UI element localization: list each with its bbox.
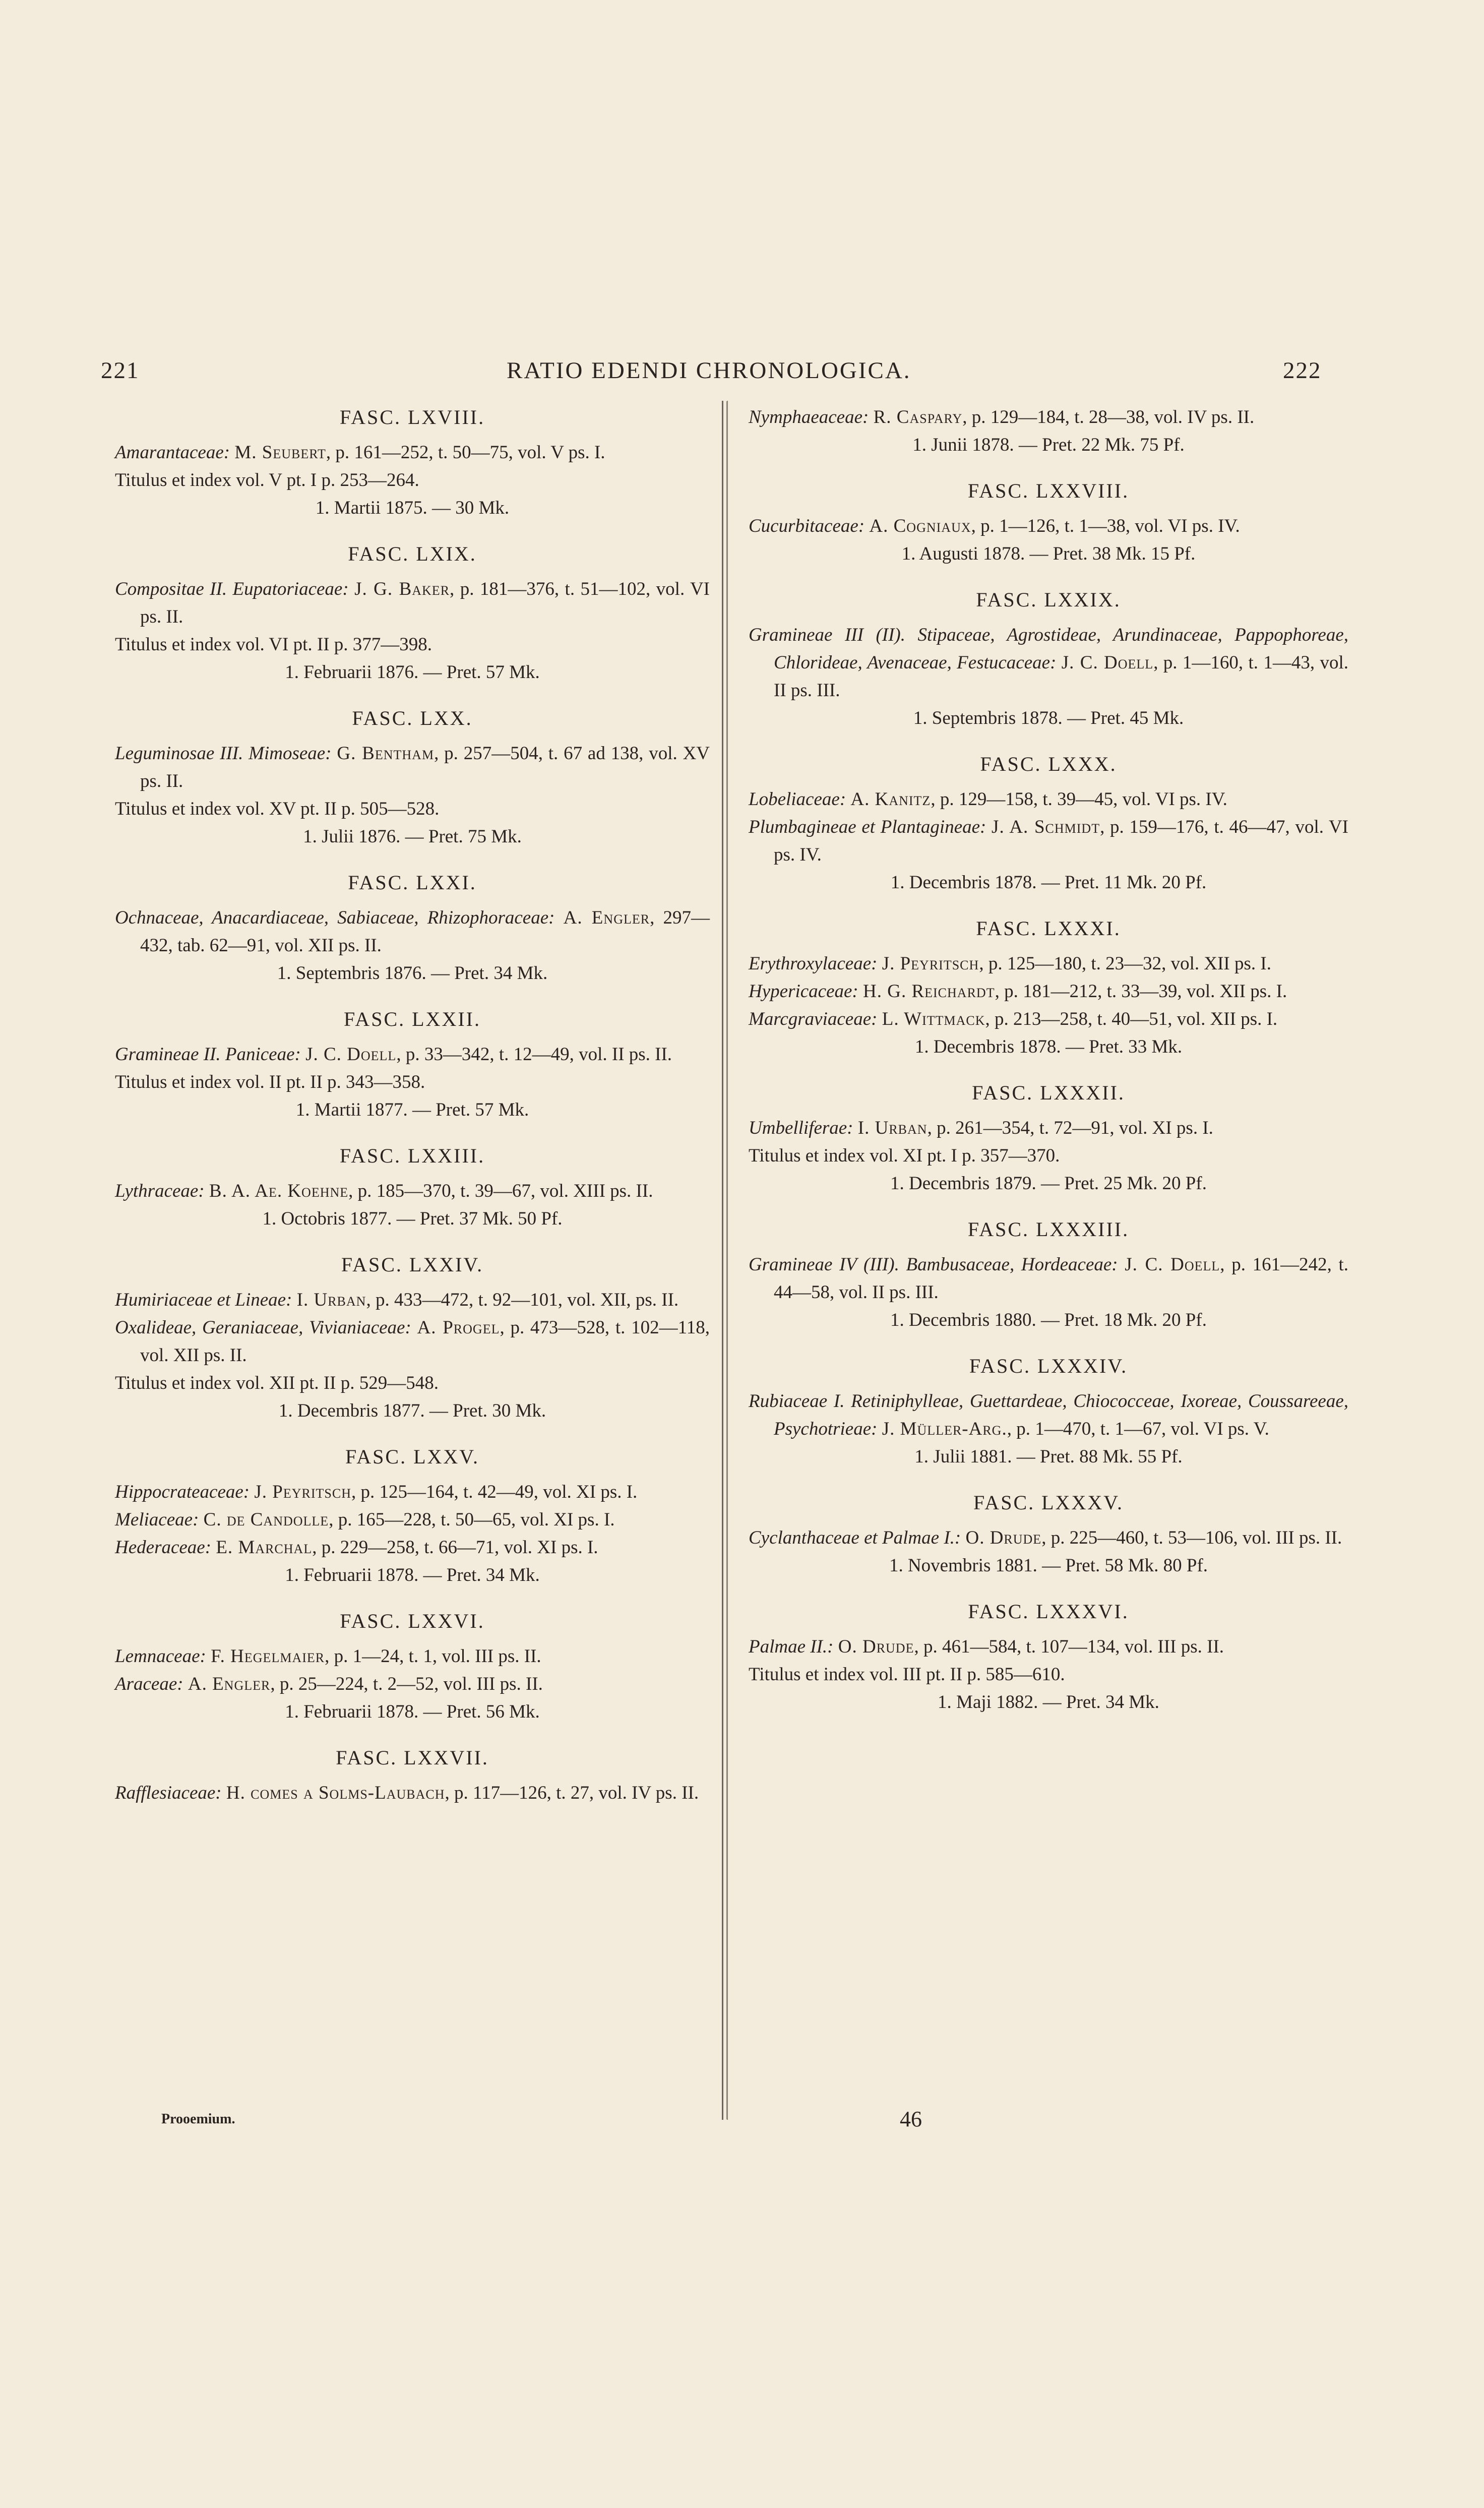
column-divider	[722, 401, 723, 2120]
family-name: Oxalideae, Geraniaceae, Vivianiaceae:	[115, 1317, 411, 1338]
author-name: I. Urban	[296, 1290, 366, 1310]
date-price-line: 1. Decembris 1877. — Pret. 30 Mk.	[278, 1400, 546, 1421]
catalog-entry	[115, 740, 710, 795]
family-name: Compositae II. Eupatoriaceae:	[115, 579, 349, 599]
author-name: L. Wittmack	[882, 1009, 985, 1029]
family-name: Hederaceae:	[115, 1537, 212, 1558]
entry-details: , p. 185—370, t. 39—67, vol. XIII ps. II.	[348, 1181, 653, 1201]
author-name: E. Marchal	[216, 1537, 313, 1558]
catalog-entry	[115, 1177, 710, 1205]
column-divider-inner	[727, 401, 728, 2120]
entry-details: , p. 161—242, t. 44—58, vol. II ps. III.	[774, 1254, 1348, 1303]
catalog-entry	[115, 1670, 710, 1698]
right-column	[749, 403, 1348, 1734]
date-price-line: 1. Septembris 1876. — Pret. 34 Mk.	[277, 963, 548, 984]
entry-details: , p. 473—528, t. 102—118, vol. XII ps. II.	[140, 1317, 710, 1366]
catalog-entry	[749, 621, 1348, 704]
date-price-line: 1. Septembris 1878. — Pret. 45 Mk.	[913, 708, 1184, 728]
family-name: Gramineae IV (III). Bambusaceae, Hordeaceae:	[749, 1254, 1118, 1275]
footer-prooemium: Prooemium.	[161, 2111, 235, 2127]
fascicle-heading: FASC. LXXXIII.	[967, 1218, 1130, 1241]
fascicle-heading: FASC. LXX.	[352, 707, 473, 729]
family-name: Amarantaceae:	[115, 442, 230, 463]
catalog-entry	[115, 904, 710, 959]
title-index-line: Titulus et index vol. III pt. II p. 585—610.	[749, 1664, 1065, 1685]
fascicle-section	[749, 750, 1348, 896]
signature-mark: 46	[900, 2107, 922, 2131]
catalog-entry	[749, 1387, 1348, 1443]
catalog-entry	[115, 575, 710, 631]
fascicle-heading: FASC. LXXXII.	[972, 1081, 1125, 1104]
author-name: J. C. Doell	[305, 1044, 397, 1065]
fascicle-section	[115, 1005, 710, 1124]
date-price-line: 1. Martii 1875. — 30 Mk.	[315, 498, 510, 518]
fascicle-heading: FASC. LXIX.	[348, 542, 477, 565]
fascicle-heading: FASC. LXXVIII.	[967, 479, 1130, 502]
fascicle-section	[115, 1607, 710, 1726]
fascicle-heading: FASC. LXXVII.	[336, 1746, 489, 1769]
catalog-entry	[749, 950, 1348, 977]
fascicle-heading: FASC. LXXXIV.	[969, 1355, 1128, 1377]
fascicle-section	[749, 403, 1348, 459]
fascicle-section	[115, 869, 710, 987]
catalog-entry	[749, 1005, 1348, 1033]
date-price-line: 1. Februarii 1878. — Pret. 56 Mk.	[285, 1701, 540, 1722]
entry-details: , p. 461—584, t. 107—134, vol. III ps. II.	[914, 1636, 1224, 1657]
date-price-line: 1. Decembris 1879. — Pret. 25 Mk. 20 Pf.	[890, 1173, 1207, 1194]
catalog-entry	[749, 1114, 1348, 1142]
catalog-entry	[749, 1251, 1348, 1306]
catalog-entry	[749, 1633, 1348, 1661]
family-name: Palmae II.:	[749, 1636, 834, 1657]
title-index-line: Titulus et index vol. VI pt. II p. 377—398.	[115, 634, 432, 655]
fascicle-section	[749, 1598, 1348, 1716]
catalog-entry	[115, 1642, 710, 1670]
date-price-line: 1. Novembris 1881. — Pret. 58 Mk. 80 Pf.	[889, 1555, 1208, 1576]
fascicle-heading: FASC. LXXIX.	[976, 588, 1121, 611]
family-name: Lemnaceae:	[115, 1646, 206, 1667]
fascicle-heading: FASC. LXXXVI.	[968, 1600, 1129, 1623]
entry-details: , p. 181—376, t. 51—102, vol. VI ps. II.	[140, 579, 710, 627]
family-name: Hypericaceae:	[749, 981, 858, 1002]
entry-details: , p. 213—258, t. 40—51, vol. XII ps. I.	[985, 1009, 1278, 1029]
family-name: Lythraceae:	[115, 1181, 205, 1201]
fascicle-heading: FASC. LXXIII.	[339, 1144, 485, 1167]
catalog-entry	[115, 1314, 710, 1369]
date-price-line: 1. Decembris 1878. — Pret. 11 Mk. 20 Pf.	[890, 872, 1207, 893]
fascicle-section	[115, 1251, 710, 1425]
author-name: A. Kanitz	[850, 789, 931, 810]
fascicle-heading: FASC. LXXVI.	[340, 1610, 485, 1632]
title-index-line: Titulus et index vol. V pt. I p. 253—264.	[115, 470, 419, 491]
fascicle-section	[749, 914, 1348, 1061]
date-price-line: 1. Junii 1878. — Pret. 22 Mk. 75 Pf.	[912, 435, 1185, 455]
family-name: Plumbagineae et Plantagineae:	[749, 817, 986, 837]
family-name: Ochnaceae, Anacardiaceae, Sabiaceae, Rhizophoraceae:	[115, 907, 555, 928]
family-name: Umbelliferae:	[749, 1118, 853, 1138]
catalog-entry	[115, 1779, 710, 1807]
catalog-entry	[115, 1506, 710, 1534]
entry-details: , p. 1—470, t. 1—67, vol. VI ps. V.	[1007, 1419, 1269, 1439]
fascicle-heading: FASC. LXXII.	[344, 1008, 481, 1030]
title-index-line: Titulus et index vol. XII pt. II p. 529—548.	[115, 1373, 439, 1393]
author-name: A. Engler	[188, 1674, 271, 1694]
author-name: J. C. Doell	[1061, 652, 1154, 673]
fascicle-heading: FASC. LXXXV.	[973, 1491, 1124, 1514]
author-name: G. Bentham	[337, 743, 435, 764]
author-name: J. C. Doell	[1125, 1254, 1220, 1275]
date-price-line: 1. Octobris 1877. — Pret. 37 Mk. 50 Pf.	[262, 1208, 563, 1229]
author-name: A. Progel	[417, 1317, 500, 1338]
catalog-entry	[115, 1478, 710, 1506]
entry-details: , p. 129—184, t. 28—38, vol. IV ps. II.	[962, 407, 1255, 427]
author-name: C. de Candolle	[203, 1509, 329, 1530]
author-name: A. Engler	[563, 907, 650, 928]
date-price-line: 1. Martii 1877. — Pret. 57 Mk.	[295, 1099, 529, 1120]
author-name: A. Cogniaux	[869, 516, 971, 536]
author-name: I. Urban	[857, 1118, 928, 1138]
entry-details: , p. 161—252, t. 50—75, vol. V ps. I.	[326, 442, 605, 463]
family-name: Rafflesiaceae:	[115, 1783, 222, 1803]
entry-details: , p. 159—176, t. 46—47, vol. VI ps. IV.	[774, 817, 1349, 865]
entry-details: , p. 181—212, t. 33—39, vol. XII ps. I.	[995, 981, 1287, 1002]
family-name: Hippocrateaceae:	[115, 1482, 250, 1502]
catalog-entry	[115, 1286, 710, 1314]
date-price-line: 1. Maji 1882. — Pret. 34 Mk.	[938, 1692, 1159, 1712]
fascicle-section	[115, 403, 710, 522]
entry-details: , p. 33—342, t. 12—49, vol. II ps. II.	[396, 1044, 672, 1065]
title-index-line: Titulus et index vol. XI pt. I p. 357—370.	[749, 1145, 1060, 1166]
family-name: Gramineae II. Paniceae:	[115, 1044, 301, 1065]
author-name: H. G. Reichardt	[863, 981, 995, 1002]
catalog-entry	[115, 1534, 710, 1561]
author-name: J. Peyritsch	[882, 953, 979, 974]
catalog-entry	[749, 403, 1348, 431]
author-name: M. Seubert	[234, 442, 326, 463]
family-name: Humiriaceae et Lineae:	[115, 1290, 292, 1310]
entry-details: , p. 261—354, t. 72—91, vol. XI ps. I.	[927, 1118, 1213, 1138]
catalog-entry	[115, 439, 710, 466]
family-name: Cyclanthaceae et Palmae I.:	[749, 1527, 961, 1548]
fascicle-heading: FASC. LXXXI.	[976, 917, 1121, 940]
family-name: Araceae:	[115, 1674, 183, 1694]
running-head: RATIO EDENDI CHRONOLOGICA.	[507, 357, 911, 384]
catalog-entry	[749, 977, 1348, 1005]
entry-details: , 297—432, tab. 62—91, vol. XII ps. II.	[140, 907, 710, 956]
catalog-entry	[749, 785, 1348, 813]
fascicle-section	[749, 477, 1348, 568]
entry-details: , p. 1—24, t. 1, vol. III ps. II.	[325, 1646, 541, 1667]
family-name: Meliaceae:	[115, 1509, 199, 1530]
fascicle-section	[749, 1352, 1348, 1471]
fascicle-section	[115, 1744, 710, 1807]
date-price-line: 1. Julii 1881. — Pret. 88 Mk. 55 Pf.	[914, 1446, 1183, 1467]
title-index-line: Titulus et index vol. II pt. II p. 343—358.	[115, 1072, 425, 1092]
author-name: R. Caspary	[873, 407, 963, 427]
author-name: O. Drude	[965, 1527, 1042, 1548]
date-price-line: 1. Februarii 1876. — Pret. 57 Mk.	[285, 662, 540, 683]
fascicle-section	[115, 540, 710, 686]
family-name: Nymphaeaceae:	[749, 407, 869, 427]
entry-details: , p. 125—164, t. 42—49, vol. XI ps. I.	[351, 1482, 638, 1502]
entry-details: , p. 25—224, t. 2—52, vol. III ps. II.	[270, 1674, 543, 1694]
date-price-line: 1. Julii 1876. — Pret. 75 Mk.	[303, 826, 522, 847]
fascicle-heading: FASC. LXXV.	[345, 1445, 480, 1468]
entry-details: , p. 165—228, t. 50—65, vol. XI ps. I.	[329, 1509, 615, 1530]
date-price-line: 1. Februarii 1878. — Pret. 34 Mk.	[285, 1565, 540, 1585]
page-number-left: 221	[101, 357, 140, 384]
title-index-line: Titulus et index vol. XV pt. II p. 505—528.	[115, 799, 440, 819]
catalog-entry	[749, 813, 1348, 869]
fascicle-section	[115, 1142, 710, 1233]
fascicle-section	[749, 1489, 1348, 1579]
family-name: Cucurbitaceae:	[749, 516, 865, 536]
entry-details: , p. 229—258, t. 66—71, vol. XI ps. I.	[312, 1537, 598, 1558]
entry-details: , p. 117—126, t. 27, vol. IV ps. II.	[445, 1783, 699, 1803]
family-name: Gramineae III (II). Stipaceae, Agrostideae, Arundinaceae, Pappophoreae, Chlorideae, Avenaceae, Festucaceae:	[749, 625, 1348, 673]
catalog-entry	[115, 1041, 710, 1068]
catalog-entry	[749, 512, 1348, 540]
author-name: H. comes a Solms-Laubach	[226, 1783, 445, 1803]
author-name: J. A. Schmidt	[992, 817, 1100, 837]
entry-details: , p. 129—158, t. 39—45, vol. VI ps. IV.	[931, 789, 1227, 810]
family-name: Erythroxylaceae:	[749, 953, 878, 974]
fascicle-heading: FASC. LXXIV.	[341, 1253, 484, 1276]
family-name: Leguminosae III. Mimoseae:	[115, 743, 332, 764]
fascicle-section	[749, 1215, 1348, 1334]
entry-details: , p. 1—126, t. 1—38, vol. VI ps. IV.	[971, 516, 1240, 536]
fascicle-heading: FASC. LXVIII.	[339, 406, 485, 429]
author-name: J. Peyritsch	[254, 1482, 351, 1502]
entry-details: , p. 1—160, t. 1—43, vol. II ps. III.	[774, 652, 1348, 701]
family-name: Marcgraviaceae:	[749, 1009, 878, 1029]
left-column	[115, 403, 710, 1807]
author-name: O. Drude	[838, 1636, 914, 1657]
author-name: B. A. Ae. Koehne	[209, 1181, 349, 1201]
date-price-line: 1. Augusti 1878. — Pret. 38 Mk. 15 Pf.	[901, 543, 1196, 564]
fascicle-heading: FASC. LXXI.	[348, 871, 477, 894]
fascicle-section	[115, 1443, 710, 1589]
family-name: Lobeliaceae:	[749, 789, 846, 810]
page-number-right: 222	[1283, 357, 1322, 384]
author-name: J. G. Baker	[354, 579, 450, 599]
family-name: Rubiaceae I. Retiniphylleae, Guettardeae, Chiococceae, Ixoreae, Coussareeae, Psychotrieae:	[749, 1391, 1348, 1439]
entry-details: , p. 125—180, t. 23—32, vol. XII ps. I.	[979, 953, 1271, 974]
fascicle-section	[749, 1079, 1348, 1197]
date-price-line: 1. Decembris 1880. — Pret. 18 Mk. 20 Pf.	[890, 1310, 1207, 1330]
catalog-entry	[749, 1524, 1348, 1552]
author-name: J. Müller-Arg.	[882, 1419, 1007, 1439]
fascicle-section	[749, 586, 1348, 732]
author-name: F. Hegelmaier	[211, 1646, 325, 1667]
fascicle-section	[115, 704, 710, 850]
fascicle-heading: FASC. LXXX.	[980, 753, 1117, 775]
entry-details: , p. 433—472, t. 92—101, vol. XII, ps. II.	[366, 1290, 679, 1310]
date-price-line: 1. Decembris 1878. — Pret. 33 Mk.	[914, 1036, 1183, 1057]
entry-details: , p. 225—460, t. 53—106, vol. III ps. II.	[1041, 1527, 1342, 1548]
entry-details: , p. 257—504, t. 67 ad 138, vol. XV ps. II.	[140, 743, 710, 791]
